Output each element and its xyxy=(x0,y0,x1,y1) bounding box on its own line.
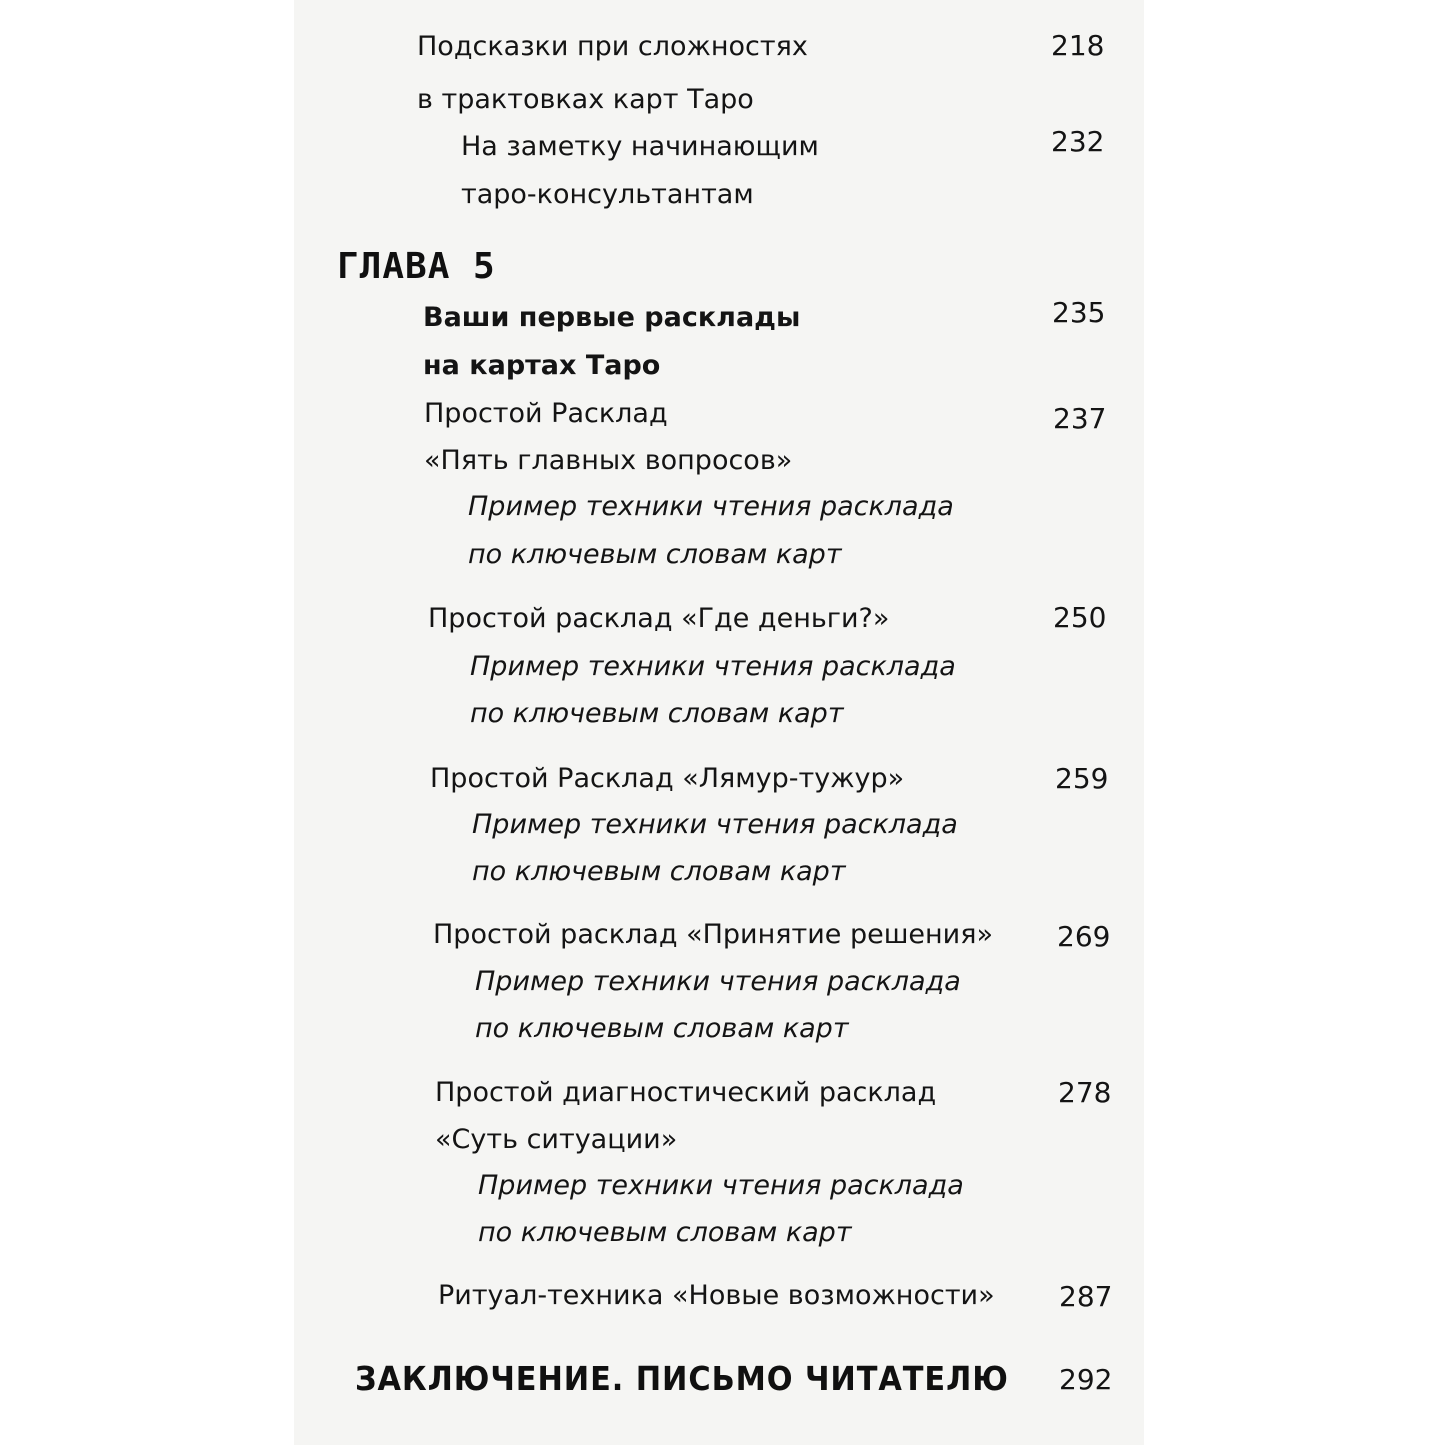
toc-entry-title: Простой Расклад «Лямур-тужур» xyxy=(430,763,905,794)
toc-subentry: по ключевым словам карт xyxy=(468,539,842,570)
chapter-heading: ГЛАВА 5 xyxy=(337,246,496,287)
toc-page-number: 237 xyxy=(1053,402,1107,435)
toc-entry-title: в трактовках карт Таро xyxy=(417,84,754,115)
toc-subentry: Пример техники чтения расклада xyxy=(478,1170,964,1201)
toc-page-number: 259 xyxy=(1055,762,1109,795)
toc-entry-title: таро-консультантам xyxy=(461,179,754,210)
toc-entry-title: Подсказки при сложностях xyxy=(417,31,808,62)
toc-subentry: Пример техники чтения расклада xyxy=(475,966,961,997)
toc-entry-title: «Пять главных вопросов» xyxy=(424,445,793,476)
toc-entry-title: На заметку начинающим xyxy=(461,131,819,162)
toc-subentry: по ключевым словам карт xyxy=(475,1013,849,1044)
toc-subentry: по ключевым словам карт xyxy=(470,698,844,729)
toc-page-number: 235 xyxy=(1052,296,1106,329)
toc-entry-title: Простой Расклад xyxy=(424,398,668,429)
toc-subentry: по ключевым словам карт xyxy=(478,1217,852,1248)
toc-page-number: 269 xyxy=(1057,920,1111,953)
toc-entry-title: Ритуал-техника «Новые возможности» xyxy=(438,1280,995,1311)
toc-subentry: Пример техники чтения расклада xyxy=(470,651,956,682)
toc-entry-title: Простой диагностический расклад xyxy=(435,1077,937,1108)
toc-page-number: 250 xyxy=(1053,601,1107,634)
toc-subentry: по ключевым словам карт xyxy=(472,856,846,887)
toc-page-number: 232 xyxy=(1051,125,1105,158)
toc-entry-title: Простой расклад «Где деньги?» xyxy=(428,603,890,634)
toc-subentry: Пример техники чтения расклада xyxy=(472,809,958,840)
toc-entry-title: «Суть ситуации» xyxy=(435,1124,678,1155)
toc-page-number: 218 xyxy=(1051,29,1105,62)
toc-page-number: 292 xyxy=(1059,1363,1113,1396)
toc-entry-title: на картах Таро xyxy=(423,350,661,381)
toc-subentry: Пример техники чтения расклада xyxy=(468,491,954,522)
toc-page-number: 278 xyxy=(1058,1076,1112,1109)
closing-heading: ЗАКЛЮЧЕНИЕ. ПИСЬМО ЧИТАТЕЛЮ xyxy=(355,1359,1009,1398)
toc-page-number: 287 xyxy=(1059,1280,1113,1313)
toc-entry-title: Простой расклад «Принятие решения» xyxy=(433,919,993,950)
toc-entry-title: Ваши первые расклады xyxy=(423,302,801,333)
